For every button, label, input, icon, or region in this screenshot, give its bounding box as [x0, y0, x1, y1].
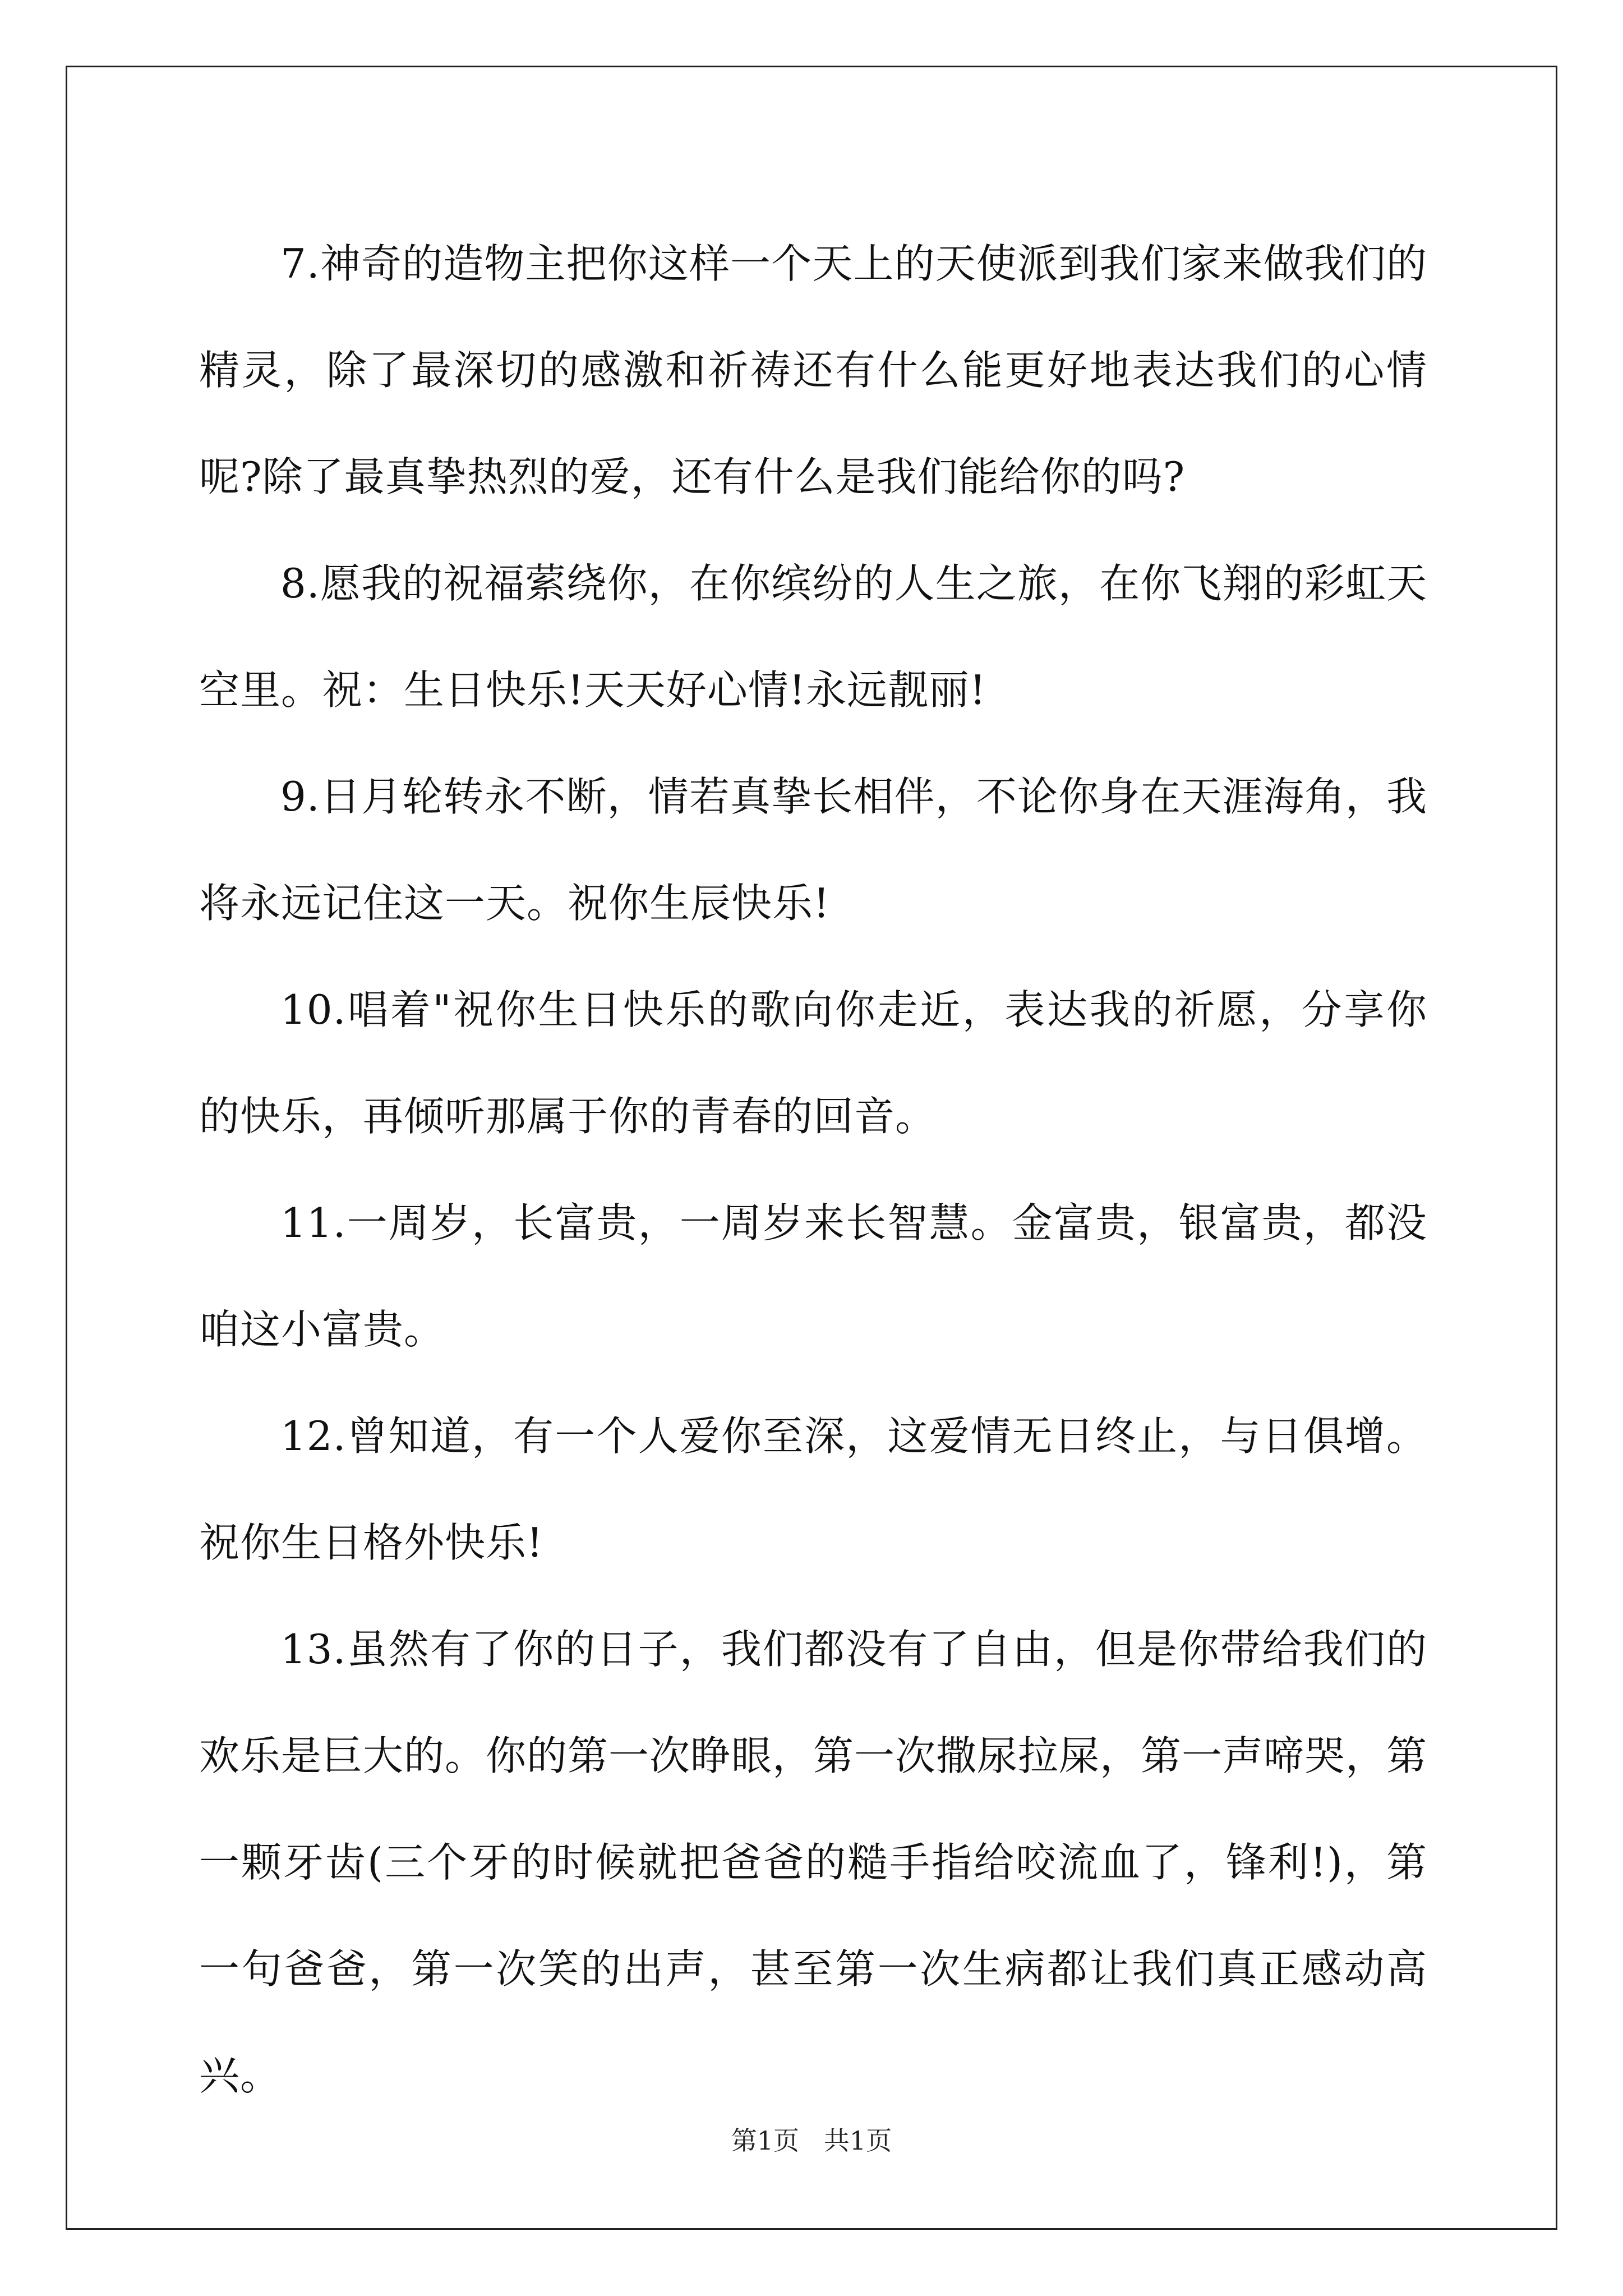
paragraph-10: 10.唱着"祝你生日快乐的歌向你走近，表达我的祈愿，分享你的快乐，再倾听那属于你的青春的回音。	[199, 986, 1427, 1140]
page-footer	[0, 2124, 1623, 2157]
paragraph-13: 13.虽然有了你的日子，我们都没有了自由，但是你带给我们的欢乐是巨大的。你的第一次睁眼，第一次撒尿拉屎，第一声啼哭，第一颗牙齿(三个牙的时候就把爸爸的糙手指给咬流血了，锋利!)，第一句爸爸，第一次笑的出声，甚至第一次生病都让我们真正感动高兴。	[199, 1626, 1428, 2099]
document-body	[199, 210, 1427, 2129]
paragraph-11: 11.一周岁，长富贵，一周岁来长智慧。金富贵，银富贵，都没咱这小富贵。	[199, 1199, 1427, 1353]
paragraph-8: 8.愿我的祝福萦绕你，在你缤纷的人生之旅，在你飞翔的彩虹天空里。祝：生日快乐!天天好心情!永远靓丽!	[199, 560, 1427, 714]
paragraph-9: 9.日月轮转永不断，情若真挚长相伴，不论你身在天涯海角，我将永远记住这一天。祝你生辰快乐!	[199, 773, 1427, 927]
paragraph-12: 12.曾知道，有一个人爱你至深，这爱情无日终止，与日俱增。祝你生日格外快乐!	[199, 1412, 1427, 1566]
paragraph-7: 7.神奇的造物主把你这样一个天上的天使派到我们家来做我们的精灵，除了最深切的感激和祈祷还有什么能更好地表达我们的心情呢?除了最真挚热烈的爱，还有什么是我们能给你的吗?	[199, 240, 1427, 500]
page-number-label: 第1页 共1页	[731, 2125, 892, 2156]
